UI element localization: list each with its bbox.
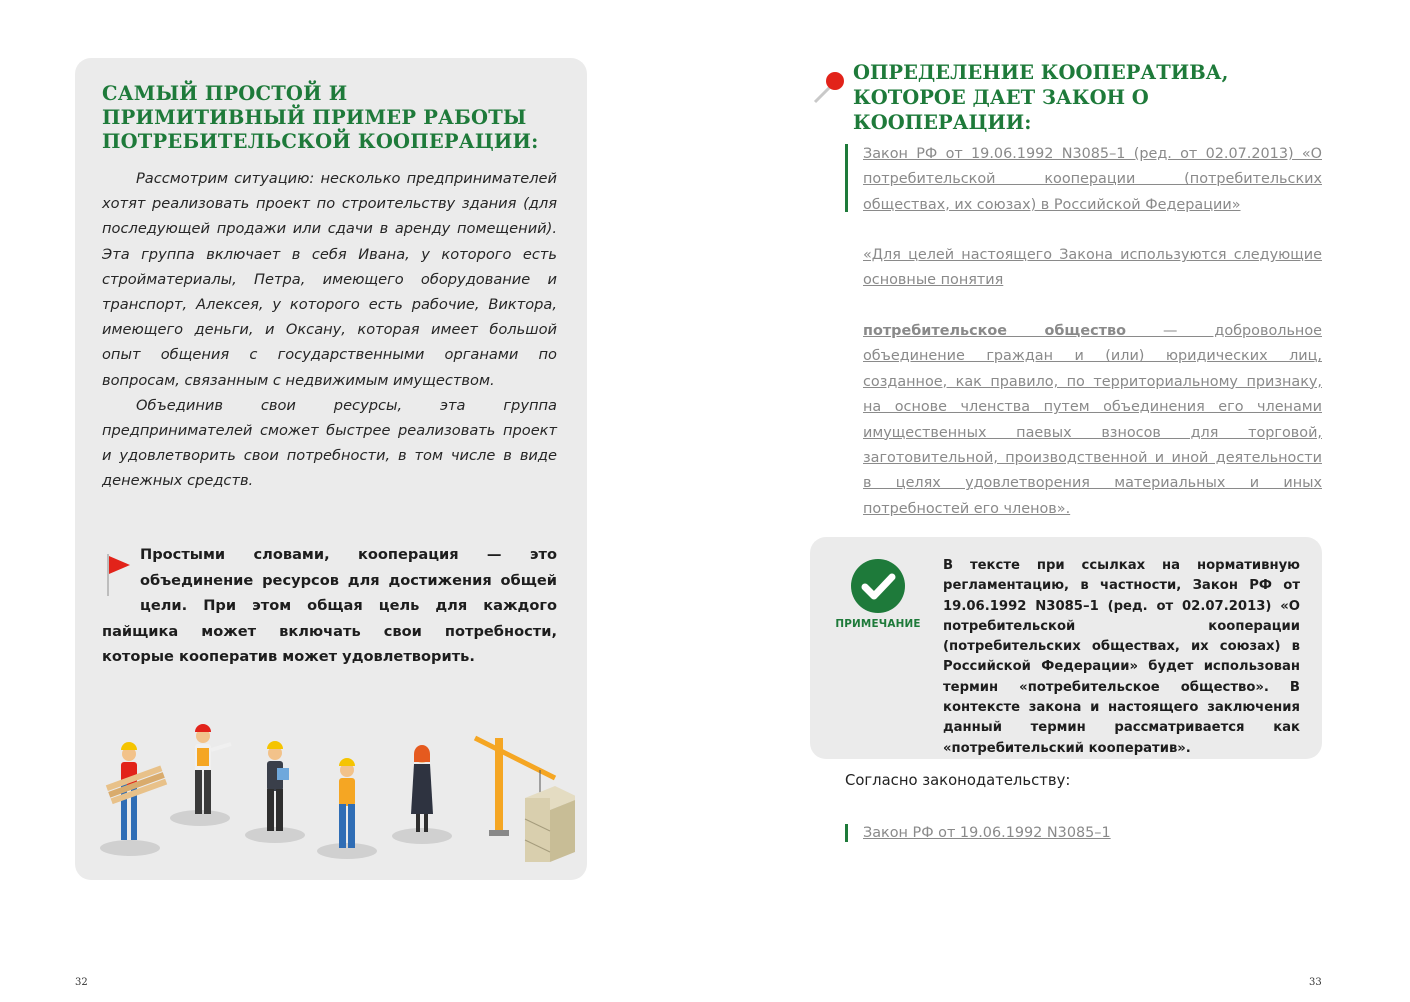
card-title: САМЫЙ ПРОСТОЙ И ПРИМИТИВНЫЙ ПРИМЕР РАБОТЫ ПОТРЕБИТЕЛЬСКОЙ КООПЕРАЦИИ: (102, 82, 539, 153)
term-definition (863, 319, 1322, 522)
worker-2 (195, 724, 231, 814)
worker-3 (267, 741, 289, 831)
highlight-block (102, 542, 557, 670)
building-frame (525, 786, 575, 862)
example-text (102, 166, 557, 494)
law-reference[interactable] (863, 142, 1322, 218)
worker-4 (339, 758, 355, 848)
worker-1 (106, 742, 167, 840)
right-page (705, 0, 1410, 1002)
worker-5 (411, 745, 433, 832)
according-text: Согласно законодательству: (845, 772, 1071, 789)
example-paragraph-1: Рассмотрим ситуацию: несколько предпринимателей хотят реализовать проект по строительству здания (для последующей продажи или сдачи в аренду помещений). Эта группа включает в себя Ивана, у которого есть стройматериалы, Петра, имеющего оборудование и транспорт, Алексея, у которого есть рабочие, Виктора, имеющего деньги, и Оксану, которая имеет большой опыт общения с государственными органами по вопросам, связанным с недвижимым имуществом. (102, 170, 557, 389)
quote-intro: «Для целей настоящего Закона используются следующие основные понятия (863, 247, 1322, 289)
note-box (810, 537, 1322, 759)
note-label: ПРИМЕЧАНИЕ (835, 618, 921, 630)
definition-title: ОПРЕДЕЛЕНИЕ КООПЕРАТИВА, КОТОРОЕ ДАЕТ ЗАКОН О КООПЕРАЦИИ: (853, 61, 1229, 134)
page-number-right: 33 (1309, 977, 1322, 988)
law-link[interactable] (863, 821, 1322, 846)
law-link-short[interactable]: Закон РФ от 19.06.1992 N3085–1 (863, 825, 1111, 841)
page-number-left: 32 (75, 977, 88, 988)
term-text: — добровольное объединение граждан и (или) юридических лиц, созданное, как правило, по территориальному признаку, на основе членства путем объединения его членами имущественных паевых взносов для торговой, заготовительной, производственной и иной деятельности в целях удовлетворения материальных и иных потребностей его членов». (863, 323, 1322, 517)
law-reference-link[interactable]: Закон РФ от 19.06.1992 N3085–1 (ред. от 02.07.2013) «О потребительской кооперации (потребительских обществах, их союзах) в Российской Федерации» (863, 146, 1322, 213)
term: потребительское общество (863, 323, 1126, 339)
note-text: В тексте при ссылках на нормативную регламентацию, в частности, Закон РФ от 19.06.1992 N3085–1 (ред. от 02.07.2013) «О потребительской кооперации (потребительских обществах, их союзах) в Российской Федерации» будет использован термин «потребительское общество». В контексте закона и настоящего заключения данный термин рассматривается как «потребительский кооператив». (943, 558, 1300, 756)
example-card (75, 58, 587, 880)
example-paragraph-2: Объединив свои ресурсы, эта группа предпринимателей сможет быстрее реализовать проект и удовлетворить свои потребности, в том числе в виде денежных средств. (102, 396, 557, 490)
checkmark-icon (851, 559, 905, 613)
push-pin-icon (809, 68, 849, 108)
red-flag-icon (102, 552, 140, 598)
highlight-text: Простыми словами, кооперация — это объединение ресурсов для достижения общей цели. При этом общая цель для каждого пайщика может включать свои потребности, которые кооператив может удовлетворить. (102, 546, 557, 666)
construction-team-illustration (85, 718, 575, 868)
